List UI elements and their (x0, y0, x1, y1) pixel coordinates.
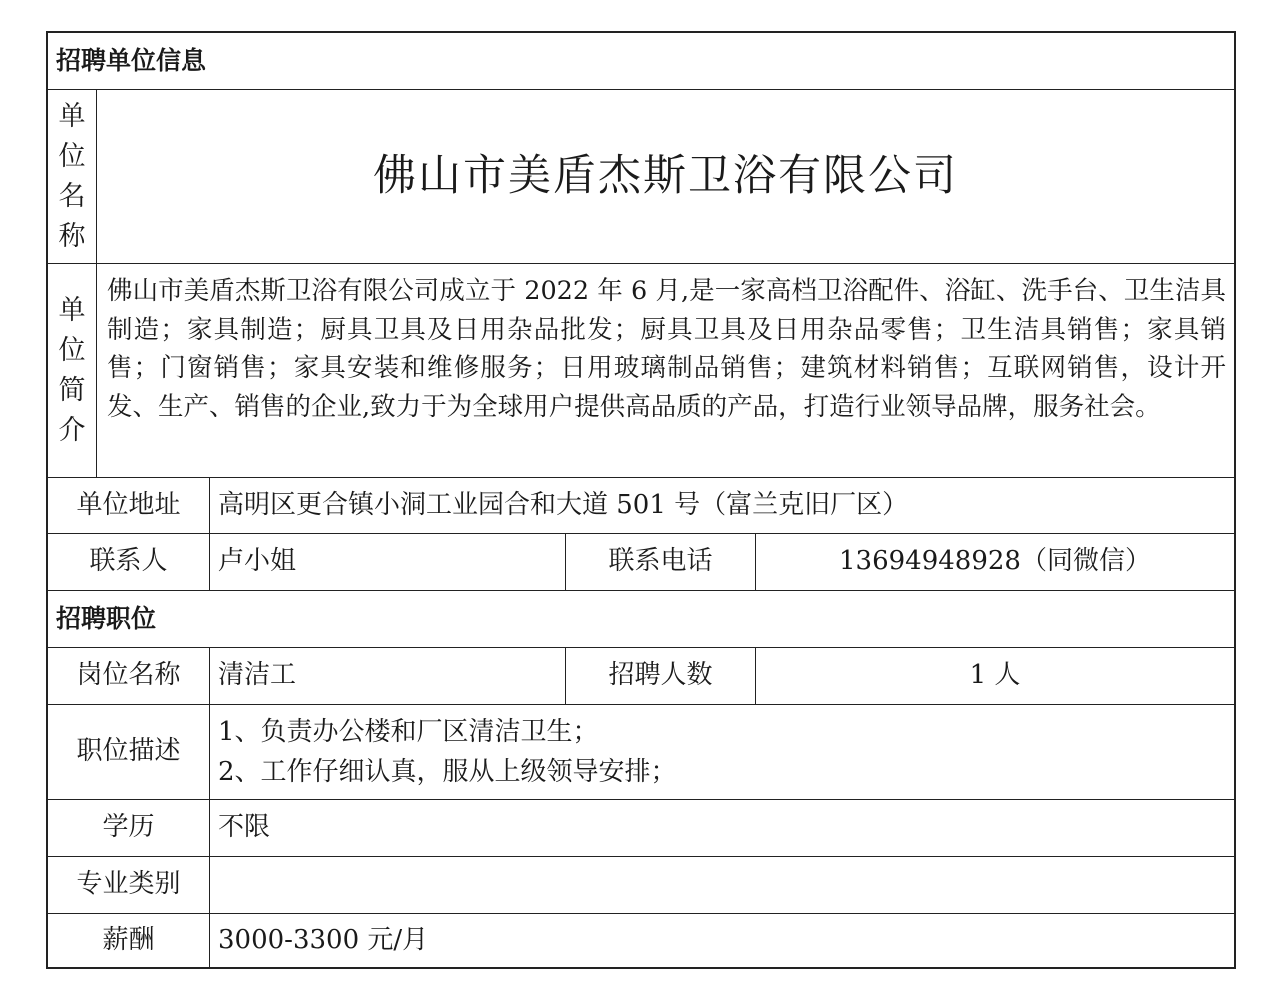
company-intro-label-char: 位 (58, 334, 86, 366)
salary-row (48, 914, 1234, 967)
recruitment-table (46, 31, 1236, 969)
address-label: 单位地址 (76, 489, 181, 520)
description-row (48, 705, 1234, 800)
salary-value: 3000-3300 元/月 (209, 914, 1234, 967)
major-value (209, 857, 1234, 913)
education-row (48, 800, 1234, 857)
headcount-label: 招聘人数 (565, 648, 755, 704)
company-name-label-char: 称 (58, 220, 86, 252)
company-name-label-char: 位 (58, 140, 86, 172)
description-line: 2、工作仔细认真，服从上级领导安排； (218, 757, 677, 787)
company-name-label (48, 90, 96, 263)
salary-label: 薪酬 (102, 924, 155, 955)
contact-label: 联系人 (89, 546, 168, 577)
company-name: 佛山市美盾杰斯卫浴有限公司 (96, 90, 1234, 263)
description-line: 1、负责办公楼和厂区清洁卫生； (218, 717, 599, 747)
description-value (209, 705, 1234, 799)
description-label: 职位描述 (76, 736, 181, 767)
phone-value: 13694948928（同微信） (755, 534, 1234, 590)
position-row (48, 648, 1234, 705)
education-value: 不限 (209, 800, 1234, 856)
company-intro-label-char: 介 (58, 414, 86, 446)
employer-section-title: 招聘单位信息 (56, 46, 207, 75)
position-section-title: 招聘职位 (56, 604, 157, 633)
major-row (48, 857, 1234, 914)
company-intro-row (48, 264, 1234, 478)
company-intro-text: 佛山市美盾杰斯卫浴有限公司成立于 2022 年 6 月,是一家高档卫浴配件、浴缸、洗手台、卫生洁具制造；家具制造；厨具卫具及日用杂品批发；厨具卫具及日用杂品零售；卫生洁具销售；家具销售；门窗销售；家具安装和维修服务；日用玻璃制品销售；建筑材料销售；互联网销售，设计开发、生产、销售的企业,致力于为全球用户提供高品质的产品，打造行业领导品牌，服务社会。 (96, 264, 1234, 477)
address-value: 高明区更合镇小洞工业园合和大道 501 号（富兰克旧厂区） (209, 478, 1234, 533)
company-intro-label (48, 264, 96, 477)
education-label: 学历 (102, 812, 155, 843)
company-intro-label-char: 简 (58, 374, 86, 406)
company-name-label-char: 名 (58, 180, 86, 212)
position-label: 岗位名称 (76, 660, 181, 691)
company-intro-label-char: 单 (58, 294, 86, 326)
position-value: 清洁工 (209, 648, 565, 704)
company-name-row (48, 90, 1234, 264)
phone-label: 联系电话 (565, 534, 755, 590)
contact-row (48, 534, 1234, 591)
contact-value: 卢小姐 (209, 534, 565, 590)
address-row (48, 478, 1234, 534)
headcount-value: 1 人 (755, 648, 1234, 704)
employer-section-header (48, 33, 1234, 90)
major-label: 专业类别 (76, 869, 181, 900)
company-name-label-char: 单 (58, 100, 86, 132)
position-section-header (48, 591, 1234, 648)
